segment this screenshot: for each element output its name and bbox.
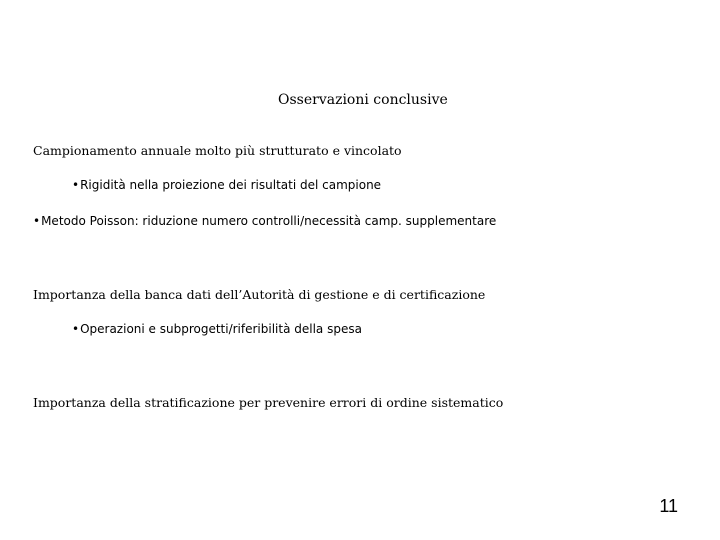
bullet-dot: • (33, 214, 41, 228)
slide-title: Osservazioni conclusive (278, 92, 448, 108)
bullet-poisson-method (33, 214, 496, 228)
section-heading-stratification: Importanza della stratificazione per prevenire errori di ordine sistematico (33, 395, 504, 410)
bullet-text: Metodo Poisson: riduzione numero controlli/necessità camp. supplementare (41, 214, 497, 228)
section-heading-database: Importanza della banca dati dell’Autorità di gestione e di certificazione (33, 287, 486, 302)
section-heading-sampling: Campionamento annuale molto più strutturato e vincolato (33, 143, 402, 158)
page-number: 11 (659, 496, 678, 516)
bullet-rigidity (72, 178, 381, 192)
bullet-dot: • (72, 322, 80, 336)
bullet-text: Operazioni e subprogetti/riferibilità della spesa (80, 322, 362, 336)
bullet-dot: • (72, 178, 80, 192)
bullet-operations (72, 322, 362, 336)
bullet-text: Rigidità nella proiezione dei risultati del campione (80, 178, 382, 192)
